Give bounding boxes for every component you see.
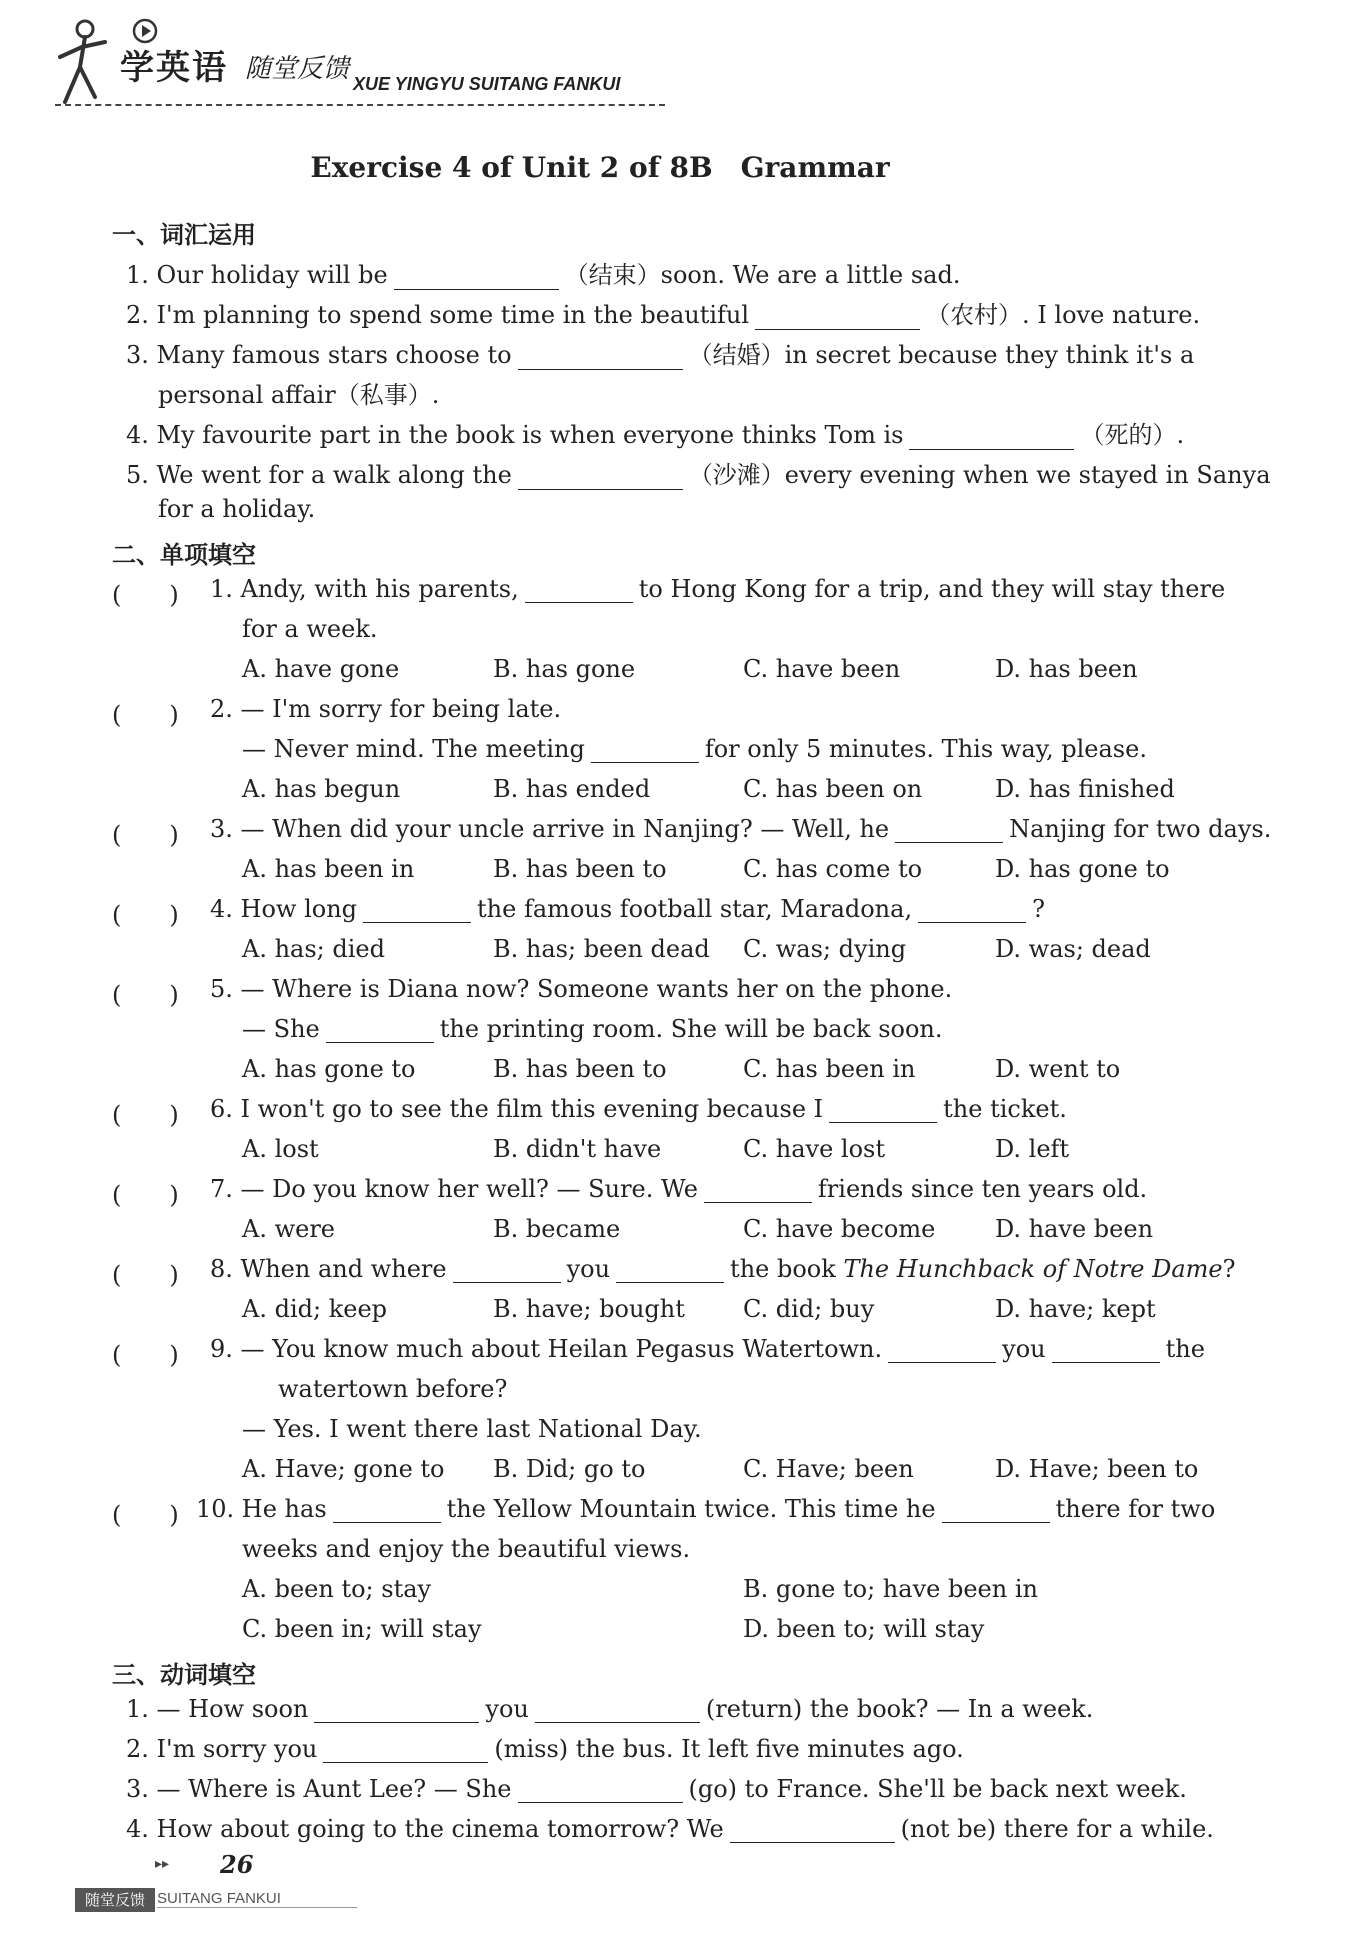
answer-paren[interactable]: ( )	[112, 581, 179, 609]
answer-blank[interactable]	[918, 898, 1026, 923]
page-title: Exercise 4 of Unit 2 of 8B Grammar	[310, 151, 890, 184]
answer-blank[interactable]	[755, 305, 920, 330]
header	[50, 12, 670, 112]
answer-blank[interactable]	[453, 1258, 561, 1283]
footer-tag: 随堂反馈	[75, 1888, 155, 1912]
answer-paren[interactable]: ( )	[112, 1501, 179, 1529]
option-c[interactable]: C. been in; will stay	[242, 1615, 482, 1643]
option-a[interactable]: A. lost	[242, 1135, 319, 1163]
answer-paren[interactable]: ( )	[112, 701, 179, 729]
question-6: 6. I won't go to see the film this evening because I the ticket.	[210, 1095, 1067, 1123]
logo-pinyin: XUE YINGYU SUITANG FANKUI	[353, 74, 621, 94]
option-c[interactable]: C. have lost	[743, 1135, 886, 1163]
option-a[interactable]: A. been to; stay	[242, 1575, 432, 1603]
section-3-heading: 三、动词填空	[112, 1661, 256, 1689]
option-a[interactable]: A. were	[242, 1215, 336, 1243]
vocab-line-4: 4. My favourite part in the book is when everyone thinks Tom is （死的）.	[126, 421, 1185, 449]
question-10-cont: weeks and enjoy the beautiful views.	[242, 1535, 691, 1563]
answer-blank[interactable]	[704, 1178, 812, 1203]
option-c[interactable]: C. has been on	[743, 775, 923, 803]
option-a[interactable]: A. did; keep	[242, 1295, 388, 1323]
question-9-reply: — Yes. I went there last National Day.	[242, 1415, 702, 1443]
option-b[interactable]: B. has been to	[493, 1055, 667, 1083]
vocab-line-1: 1. Our holiday will be （结束）soon. We are a little sad.	[126, 261, 961, 289]
answer-paren[interactable]: ( )	[112, 1101, 179, 1129]
header-divider	[55, 104, 665, 106]
book-title: The Hunchback of Notre Dame	[843, 1255, 1223, 1283]
verb-line-3: 3. — Where is Aunt Lee? — She (go) to France. She'll be back next week.	[126, 1775, 1187, 1803]
answer-paren[interactable]: ( )	[112, 1261, 179, 1289]
option-b[interactable]: B. have; bought	[493, 1295, 685, 1323]
option-c[interactable]: C. was; dying	[743, 935, 907, 963]
option-d[interactable]: D. have been	[995, 1215, 1154, 1243]
option-d[interactable]: D. went to	[995, 1055, 1121, 1083]
question-5-reply: — She the printing room. She will be back soon.	[242, 1015, 943, 1043]
section-1-heading: 一、词汇运用	[112, 221, 256, 249]
answer-blank[interactable]	[909, 425, 1074, 450]
option-c[interactable]: C. have become	[743, 1215, 936, 1243]
vocab-line-5: 5. We went for a walk along the （沙滩）every evening when we stayed in Sanya	[126, 461, 1271, 489]
option-a[interactable]: A. has been in	[242, 855, 415, 883]
answer-blank[interactable]	[942, 1498, 1050, 1523]
option-a[interactable]: A. Have; gone to	[242, 1455, 445, 1483]
logo-title: 学英语	[120, 48, 228, 88]
question-2: 2. — I'm sorry for being late.	[210, 695, 562, 723]
vocab-line-2: 2. I'm planning to spend some time in the beautiful （农村）. I love nature.	[126, 301, 1201, 329]
question-2-reply: — Never mind. The meeting for only 5 minutes. This way, please.	[242, 735, 1147, 763]
option-b[interactable]: B. became	[493, 1215, 621, 1243]
answer-blank[interactable]	[730, 1818, 895, 1843]
answer-paren[interactable]: ( )	[112, 1341, 179, 1369]
option-b[interactable]: B. didn't have	[493, 1135, 662, 1163]
option-b[interactable]: B. Did; go to	[493, 1455, 646, 1483]
question-3: 3. — When did your uncle arrive in Nanjing? — Well, he Nanjing for two days.	[210, 815, 1272, 843]
section-2-heading: 二、单项填空	[112, 541, 256, 569]
question-9: 9. — You know much about Heilan Pegasus Watertown. you the	[210, 1335, 1205, 1363]
option-c[interactable]: C. Have; been	[743, 1455, 914, 1483]
verb-line-1: 1. — How soon you (return) the book? — In a week.	[126, 1695, 1094, 1723]
answer-paren[interactable]: ( )	[112, 901, 179, 929]
question-4: 4. How long the famous football star, Maradona, ?	[210, 895, 1045, 923]
answer-blank[interactable]	[518, 1778, 683, 1803]
answer-blank[interactable]	[895, 818, 1003, 843]
option-c[interactable]: C. did; buy	[743, 1295, 875, 1323]
answer-blank[interactable]	[314, 1698, 479, 1723]
answer-blank[interactable]	[363, 898, 471, 923]
footer-pinyin: SUITANG FANKUI	[157, 1890, 357, 1908]
answer-blank[interactable]	[829, 1098, 937, 1123]
answer-blank[interactable]	[888, 1338, 996, 1363]
answer-paren[interactable]: ( )	[112, 821, 179, 849]
question-8: 8. When and where you the book The Hunchback of Notre Dame?	[210, 1255, 1236, 1283]
vocab-line-3b: personal affair（私事）.	[158, 381, 440, 409]
option-d[interactable]: D. have; kept	[995, 1295, 1156, 1323]
arrow-icon: ▸▸	[155, 1856, 170, 1872]
option-d[interactable]: D. left	[995, 1135, 1070, 1163]
logo-subtitle: 随堂反馈	[245, 54, 350, 84]
option-b[interactable]: B. has ended	[493, 775, 651, 803]
option-a[interactable]: A. has begun	[242, 775, 401, 803]
question-5: 5. — Where is Diana now? Someone wants her on the phone.	[210, 975, 953, 1003]
answer-blank[interactable]	[1052, 1338, 1160, 1363]
option-b[interactable]: B. gone to; have been in	[743, 1575, 1038, 1603]
option-c[interactable]: C. have been	[743, 655, 901, 683]
verb-line-2: 2. I'm sorry you (miss) the bus. It left five minutes ago.	[126, 1735, 964, 1763]
question-1-cont: for a week.	[242, 615, 378, 643]
answer-blank[interactable]	[394, 265, 559, 290]
verb-line-4: 4. How about going to the cinema tomorrow? We (not be) there for a while.	[126, 1815, 1214, 1843]
option-c[interactable]: C. has come to	[743, 855, 923, 883]
option-b[interactable]: B. has gone	[493, 655, 636, 683]
option-d[interactable]: D. been to; will stay	[743, 1615, 985, 1643]
runner-logo-icon	[50, 17, 120, 107]
question-7: 7. — Do you know her well? — Sure. We friends since ten years old.	[210, 1175, 1148, 1203]
question-10: 10. He has the Yellow Mountain twice. This time he there for two	[196, 1495, 1216, 1523]
answer-blank[interactable]	[518, 345, 683, 370]
option-a[interactable]: A. have gone	[242, 655, 400, 683]
question-9-cont: watertown before?	[278, 1375, 508, 1403]
option-d[interactable]: D. Have; been to	[995, 1455, 1199, 1483]
option-d[interactable]: D. has gone to	[995, 855, 1170, 883]
option-b[interactable]: B. has; been dead	[493, 935, 710, 963]
question-1: 1. Andy, with his parents, to Hong Kong for a trip, and they will stay there	[210, 575, 1226, 603]
option-d[interactable]: D. has finished	[995, 775, 1175, 803]
answer-blank[interactable]	[326, 1018, 434, 1043]
answer-paren[interactable]: ( )	[112, 981, 179, 1009]
option-b[interactable]: B. has been to	[493, 855, 667, 883]
vocab-line-3: 3. Many famous stars choose to （结婚）in secret because they think it's a	[126, 341, 1195, 369]
answer-blank[interactable]	[525, 578, 633, 603]
vocab-line-5b: for a holiday.	[158, 495, 316, 523]
answer-blank[interactable]	[518, 465, 683, 490]
answer-blank[interactable]	[616, 1258, 724, 1283]
option-d[interactable]: D. was; dead	[995, 935, 1151, 963]
answer-blank[interactable]	[535, 1698, 700, 1723]
answer-blank[interactable]	[323, 1738, 488, 1763]
option-c[interactable]: C. has been in	[743, 1055, 916, 1083]
answer-blank[interactable]	[333, 1498, 441, 1523]
answer-paren[interactable]: ( )	[112, 1181, 179, 1209]
option-a[interactable]: A. has; died	[242, 935, 385, 963]
answer-blank[interactable]	[591, 738, 699, 763]
option-d[interactable]: D. has been	[995, 655, 1138, 683]
page-number: 26	[220, 1850, 254, 1879]
option-a[interactable]: A. has gone to	[242, 1055, 416, 1083]
